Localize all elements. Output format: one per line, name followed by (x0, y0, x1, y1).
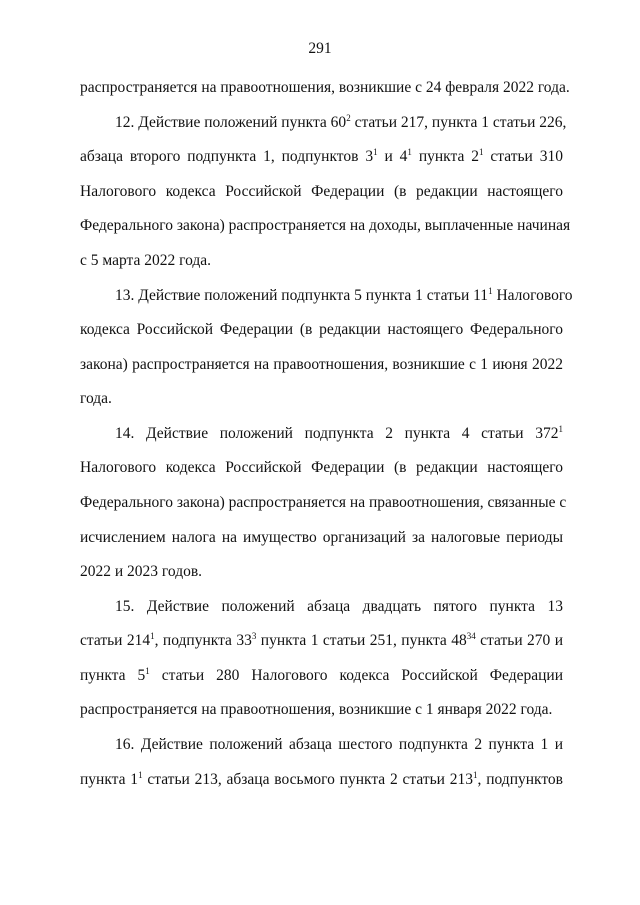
text-line: Налогового кодекса Российской Федерации (в редакции настоящего (80, 459, 563, 476)
page-number: 291 (308, 40, 332, 57)
text-line: статьи $214^1$, подпункта $33^3$ пункта 1 статьи 251, пункта $48^{34}$ статьи 270 и (80, 631, 563, 649)
text-line: исчислением налога на имущество организаций за налоговые периоды (80, 529, 563, 546)
paragraph-14-first-line: 14. Действие положений подпункта 2 пункта 4 статьи $372^1$ (115, 424, 563, 442)
text-line: года. (80, 390, 112, 407)
text-line: кодекса Российской Федерации (в редакции настоящего Федерального (80, 321, 563, 338)
text-line: распространяется на правоотношения, возникшие с 24 февраля 2022 года. (80, 79, 570, 96)
text-line: распространяется на правоотношения, возникшие с 1 января 2022 года. (80, 701, 553, 718)
text-line: с 5 марта 2022 года. (80, 252, 212, 269)
text-line: 2022 и 2023 годов. (80, 563, 203, 580)
paragraph-15-first-line: 15. Действие положений абзаца двадцать пятого пункта 13 (115, 598, 563, 615)
text-line: Федерального закона) распространяется на доходы, выплаченные начиная (80, 217, 571, 234)
paragraph-12-first-line: 12. Действие положений пункта $60^2$ статьи 217, пункта 1 статьи 226, (115, 113, 567, 131)
text-line: закона) распространяется на правоотношения, возникшие с 1 июня 2022 (80, 356, 563, 373)
text-line: Налогового кодекса Российской Федерации (в редакции настоящего (80, 183, 563, 200)
text-line: пункта $5^1$ статьи 280 Налогового кодекса Российской Федерации (80, 666, 563, 684)
text-line: Федерального закона) распространяется на правоотношения, связанные с (80, 494, 567, 511)
text-line: пункта $1^1$ статьи 213, абзаца восьмого пункта 2 статьи $213^1$, подпунктов (80, 770, 563, 788)
paragraph-16-first-line: 16. Действие положений абзаца шестого подпункта 2 пункта 1 и (115, 736, 563, 753)
paragraph-13-first-line: 13. Действие положений подпункта 5 пункта 1 статьи $11^1$ Налогового (115, 286, 573, 304)
text-line: абзаца второго подпункта 1, подпунктов $3^1$ и $4^1$ пункта $2^1$ статьи 310 (80, 147, 563, 165)
